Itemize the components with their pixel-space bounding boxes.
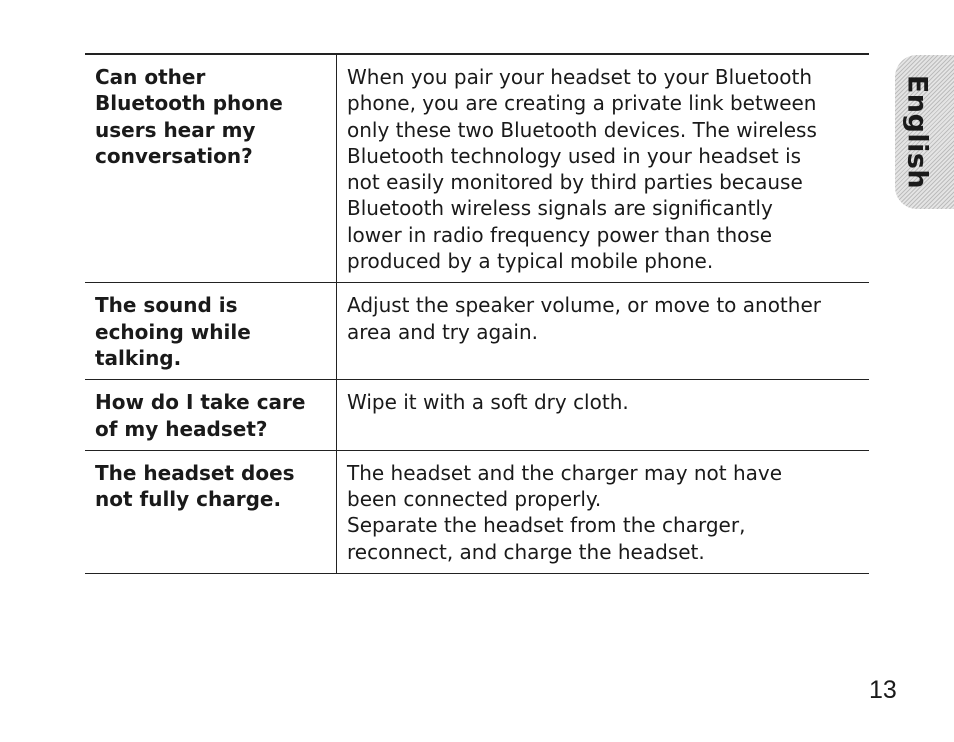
language-tab-label: English [901,74,933,190]
answer-line: When you pair your headset to your Bluetooth [347,65,813,89]
answer-line: Bluetooth technology used in your headset is [347,143,802,168]
question-line: How do I take care [95,390,306,415]
question-line: Can other [95,65,206,89]
faq-row [85,283,869,380]
answer-line: only these two Bluetooth devices. The wireless [347,117,817,142]
faq-answer [337,380,870,451]
question-line: echoing while [95,319,251,344]
question-line: users hear my [95,117,256,142]
faq-row [85,54,869,283]
troubleshooting-table [85,53,869,574]
question-line: The sound is [95,293,238,318]
answer-line: Wipe it with a soft dry cloth. [347,390,629,415]
answer-line: Adjust the speaker volume, or move to another [347,293,821,318]
faq-row [85,450,869,573]
faq-row [85,380,869,451]
question-line: talking. [95,345,182,370]
faq-question [85,54,337,283]
answer-line: been connected properly. [347,487,602,512]
answer-line: Bluetooth wireless signals are significantly [347,196,773,221]
question-line: The headset does [95,460,295,485]
answer-line: not easily monitored by third parties because [347,170,803,195]
faq-question [85,380,337,451]
faq-question [85,450,337,573]
answer-line: area and try again. [347,319,538,344]
faq-answer [337,283,870,380]
answer-line: phone, you are creating a private link between [347,91,817,116]
faq-question [85,283,337,380]
answer-line: The headset and the charger may not have [347,460,783,485]
question-line: conversation? [95,143,253,168]
question-line: Bluetooth phone [95,91,283,116]
faq-answer [337,450,870,573]
faq-answer [337,54,870,283]
answer-line: lower in radio frequency power than those [347,222,773,247]
answer-line: Separate the headset from the charger, [347,513,746,538]
question-line: of my headset? [95,416,268,441]
question-line: not fully charge. [95,487,282,512]
page-number: 13 [869,676,897,704]
answer-line: reconnect, and charge the headset. [347,539,705,564]
answer-line: produced by a typical mobile phone. [347,249,714,274]
